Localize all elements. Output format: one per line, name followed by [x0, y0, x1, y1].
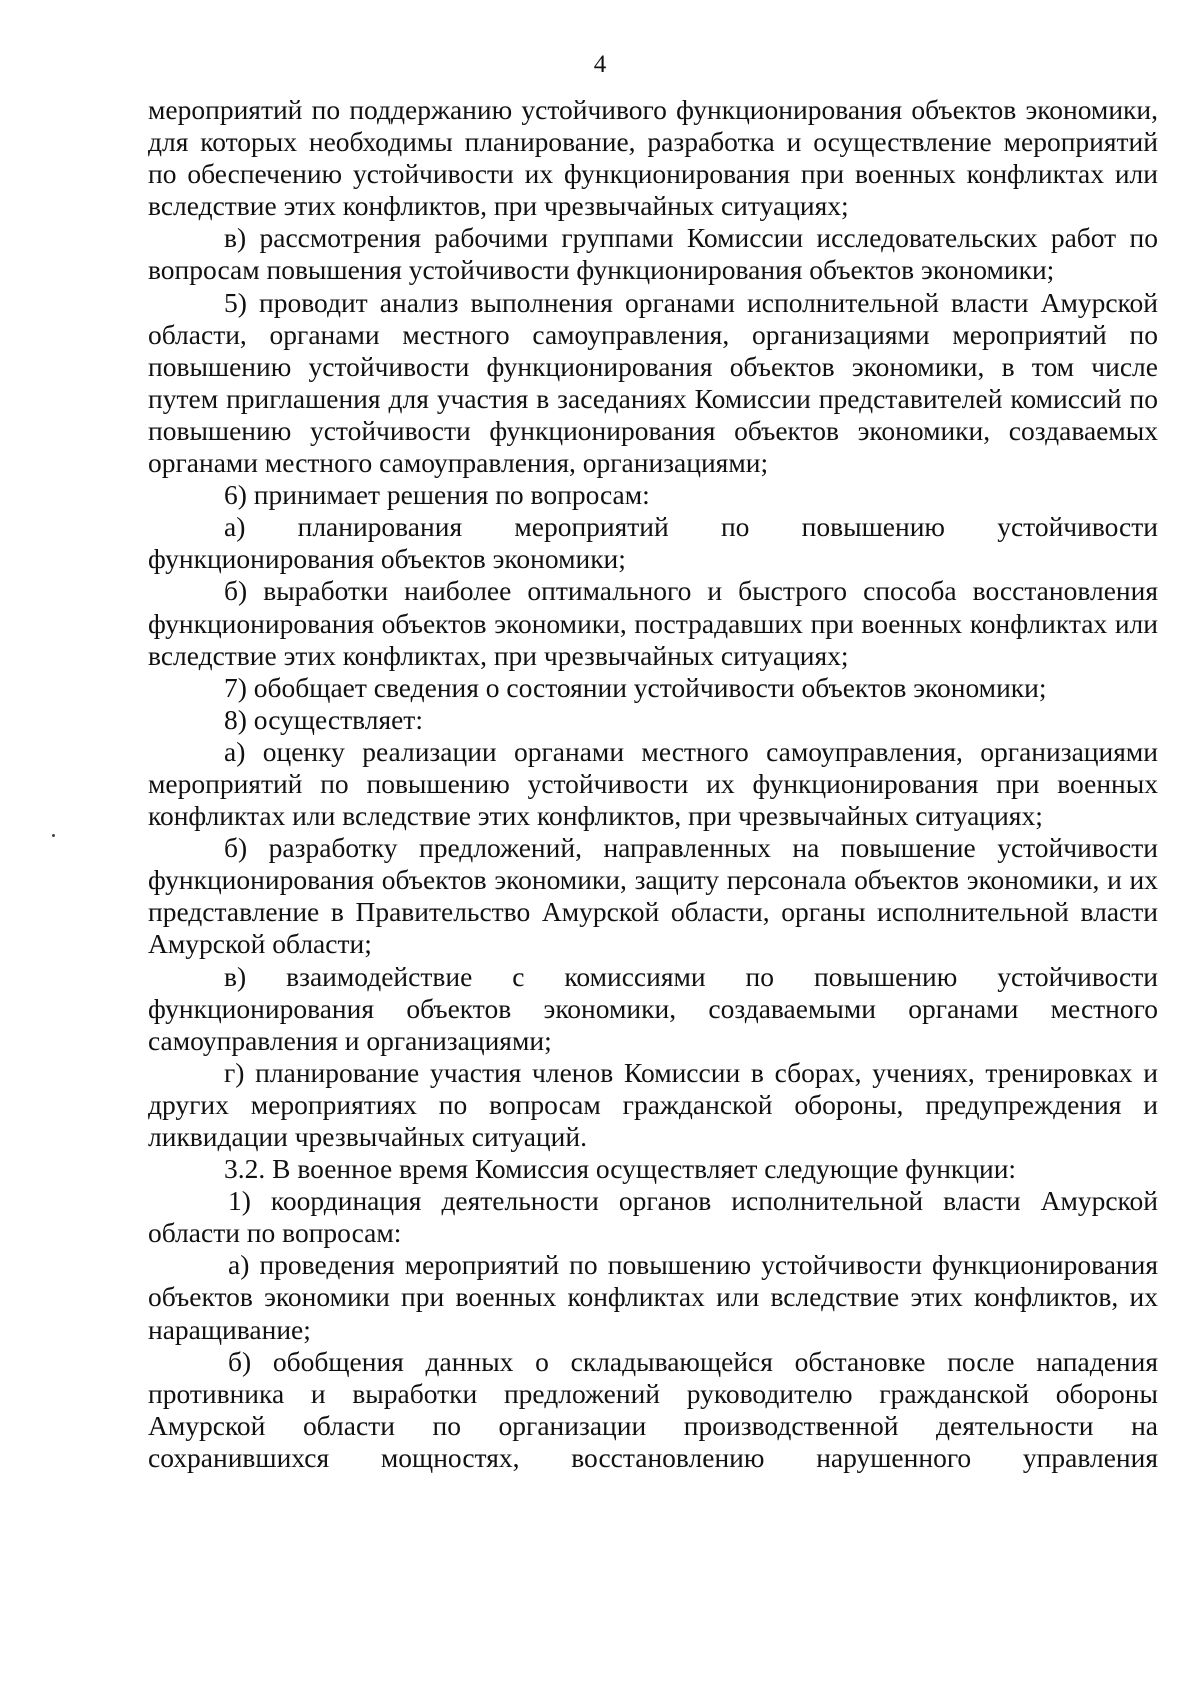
document-body [148, 94, 1158, 1474]
paragraph-item-v: в) рассмотрения рабочими группами Комиссии исследовательских работ по вопросам повышения устойчивости функционирования объектов экономики; [148, 222, 1158, 286]
paragraph-item-6: 6) принимает решения по вопросам: [224, 479, 650, 511]
paragraph-item-8: 8) осуществляет: [224, 703, 423, 735]
page-number: 4 [593, 51, 607, 78]
paragraph-continuation: мероприятий по поддержанию устойчивого функционирования объектов экономики, для которых необходимы планирование, разработка и осуществление мероприятий по обеспечению устойчивости их функционирования при военных конфликтах или вследствие этих конфликтов, при чрезвычайных ситуациях; [148, 94, 1158, 222]
paragraph-item-7: 7) обобщает сведения о состоянии устойчивости объектов экономики; [224, 671, 1047, 703]
paragraph-section-3-2: 3.2. В военное время Комиссия осуществляет следующие функции: [224, 1153, 1017, 1185]
paragraph-item-8v: в) взаимодействие с комиссиями по повышению устойчивости функционирования объектов экономики, создаваемыми органами местного самоуправления и организациями; [148, 960, 1158, 1056]
paragraph-item-6a: а) планирования мероприятий по повышению устойчивости функционирования объектов экономики; [148, 511, 1158, 575]
paragraph-item-3-2-1: 1) координация деятельности органов исполнительной власти Амурской области по вопросам: [148, 1185, 1158, 1249]
paragraph-item-8a: а) оценку реализации органами местного самоуправления, организациями мероприятий по повышению устойчивости их функционирования при военных конфликтах или вследствие этих конфликтов, при чрезвычайных ситуациях; [148, 735, 1158, 832]
paragraph-item-3-2-1a: а) проведения мероприятий по повышению устойчивости функционирования объектов экономики при военных конфликтах или вследствие этих конфликтов, их наращивание; [148, 1249, 1158, 1345]
paragraph-item-6b: б) выработки наиболее оптимального и быстрого способа восстановления функционирования объектов экономики, пострадавших при военных конфликтах или вследствие этих конфликтах, при чрезвычайных ситуациях; [148, 575, 1158, 671]
scan-speck [52, 834, 55, 837]
paragraph-item-8b: б) разработку предложений, направленных на повышение устойчивости функционирования объектов экономики, защиту персонала объектов экономики, и их представление в Правительство Амурской области, органы исполнительной власти Амурской области; [148, 832, 1158, 960]
paragraph-item-3-2-1b: б) обобщения данных о складывающейся обстановке после нападения противника и выработки предложений руководителю гражданской обороны Амурской области по организации производственной деятельности на сохранившихся мощностях, восстановлению нарушенного управления [148, 1345, 1158, 1473]
paragraph-item-8g: г) планирование участия членов Комиссии в сборах, учениях, тренировках и других мероприятиях по вопросам гражданской обороны, предупреждения и ликвидации чрезвычайных ситуаций. [148, 1056, 1158, 1152]
paragraph-item-5: 5) проводит анализ выполнения органами исполнительной власти Амурской области, органами местного самоуправления, организациями мероприятий по повышению устойчивости функционирования объектов экономики, в том числе путем приглашения для участия в заседаниях Комиссии представителей комиссий по повышению устойчивости функционирования объектов экономики, создаваемых органами местного самоуправления, организациями; [148, 286, 1158, 479]
